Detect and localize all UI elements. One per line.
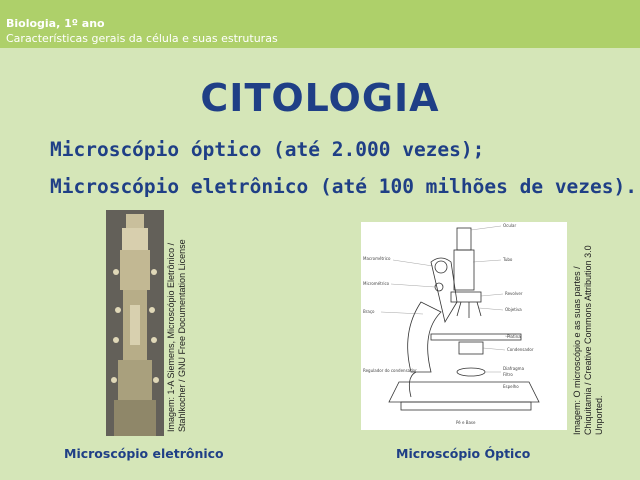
slide-title: CITOLOGIA [200,76,440,120]
electron-microscope-caption: Microscópio eletrônico [64,446,224,461]
slide-header [0,0,640,48]
optical-diagram-credit: Imagem: O microscópio e as suas partes / Chiquitamia / Creative Commons Attribution 3.0 Unported. [572,245,604,435]
label-regulador: Regulador do condensador [363,368,417,373]
label-pe: Pé e Base [456,420,476,425]
optical-microscope-caption: Microscópio Óptico [396,446,531,461]
electron-microscope-line: Microscópio eletrônico (até 100 milhões de vezes). [50,175,637,198]
label-espelho: Espelho [503,384,519,389]
label-filtro: Filtro [503,372,513,377]
optical-microscope-diagram [361,222,567,430]
label-revolver: Revolver [505,291,523,296]
label-ocular: Ocular [503,223,517,228]
label-braco: Braço [363,309,375,314]
course-title: Biologia, 1º ano [6,17,105,30]
label-micrometrico: Micrométrico [363,281,390,286]
label-platina: Platina [507,334,521,339]
electron-microscope-photo [106,210,164,436]
label-tubo: Tubo [503,257,513,262]
electron-photo-credit: Imagem: 1-A Siemens, Microscópio Eletrônico / Stahlkocher / GNU Free Documentation License [166,239,187,432]
label-macrometrico: Macrométrico [363,256,391,261]
course-subtitle: Características gerais da célula e suas estruturas [6,32,278,45]
label-condensador: Condensador [507,347,534,352]
label-objetiva: Objetiva [505,307,522,312]
label-diafragma: Diafragma [503,366,525,371]
optical-microscope-line: Microscópio óptico (até 2.000 vezes); [50,138,485,161]
